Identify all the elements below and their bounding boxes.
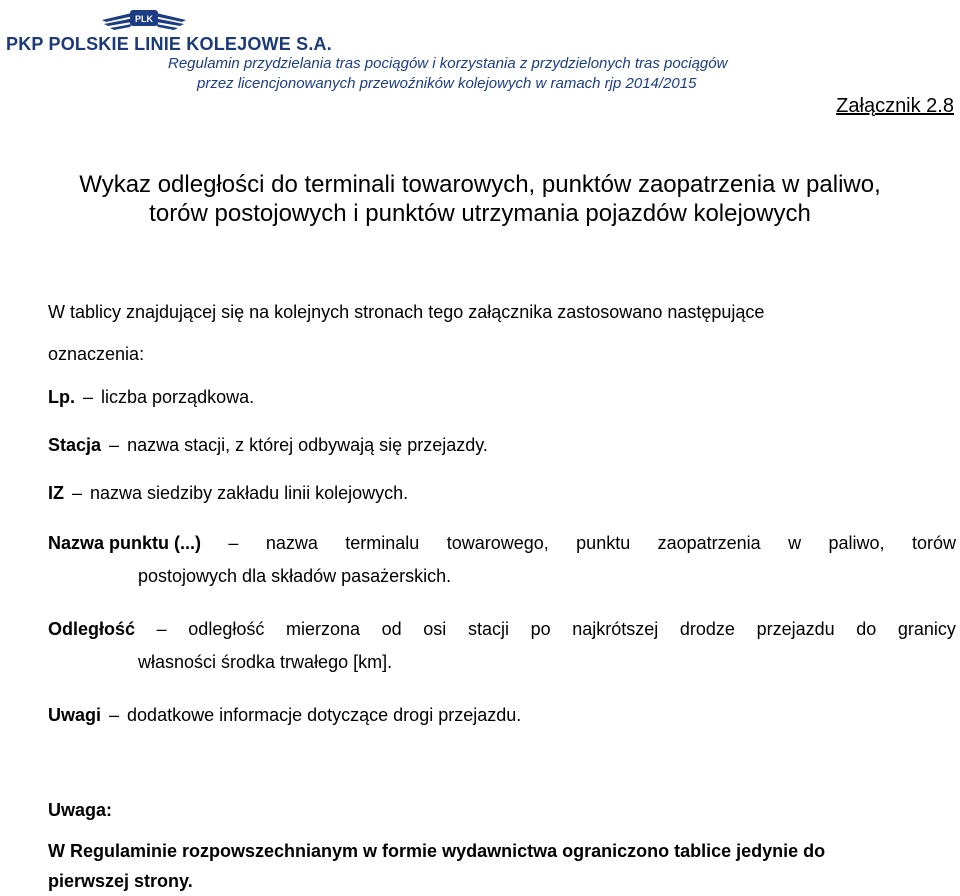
definition-word: drodze: [679, 619, 735, 639]
definition-continuation: postojowych dla składów pasażerskich.: [138, 566, 452, 586]
definition-text: dodatkowe informacje dotyczące drogi przejazdu.: [127, 705, 522, 725]
definition-word: od: [381, 619, 402, 639]
note-line2: pierwszej strony.: [48, 871, 193, 891]
definition-dash: –: [228, 533, 239, 553]
definition-word: terminalu: [345, 533, 420, 553]
definition-term: Stacja: [48, 435, 102, 455]
definition-word: mierzona: [285, 619, 361, 639]
definition-term: Nazwa punktu (...): [48, 533, 201, 553]
page-title-line1: Wykaz odległości do terminali towarowych, punktów zaopatrzenia w paliwo,: [79, 171, 881, 198]
note-body: [48, 836, 960, 896]
definition-dash: –: [156, 619, 167, 639]
definition-word: zaopatrzenia: [657, 533, 761, 553]
logo-text: PKP POLSKIE LINIE KOLEJOWE S.A.: [6, 34, 332, 54]
definition-word: przejazdu: [756, 619, 835, 639]
page-title-line2: torów postojowych i punktów utrzymania pojazdów kolejowych: [149, 200, 811, 227]
definition-text: nazwa siedziby zakładu linii kolejowych.: [90, 483, 409, 503]
emblem-badge-text: PLK: [135, 14, 153, 24]
regulation-title-line2: przez licencjonowanych przewoźników kolejowych w ramach rjp 2014/2015: [197, 75, 697, 92]
definition-dash: –: [109, 435, 120, 455]
definition-lp: [48, 384, 956, 411]
intro-paragraph: [48, 298, 908, 369]
definition-term: Odległość: [48, 619, 136, 639]
definition-word: do: [856, 619, 877, 639]
definition-dash: –: [83, 387, 94, 407]
intro-line1: W tablicy znajdującej się na kolejnych stronach tego załącznika zastosowano następujące: [48, 302, 765, 322]
regulation-title-line1: Regulamin przydzielania tras pociągów i korzystania z przydzielonych tras pociągów: [168, 55, 728, 72]
definition-nazwa-punktu: [48, 530, 956, 557]
definition-word: torów: [911, 533, 956, 553]
definition-word: w: [788, 533, 802, 553]
definition-word: paliwo,: [828, 533, 885, 553]
definition-text: liczba porządkowa.: [101, 387, 255, 407]
definition-stacja: [48, 432, 956, 459]
definition-word: osi: [423, 619, 447, 639]
definition-uwagi: [48, 702, 956, 729]
definition-word: nazwa: [265, 533, 318, 553]
definition-dash: –: [109, 705, 120, 725]
definition-word: towarowego,: [446, 533, 549, 553]
definition-iz: [48, 480, 956, 507]
definition-word: punktu: [576, 533, 631, 553]
company-logo: [6, 6, 332, 54]
definition-word: odległość: [188, 619, 265, 639]
definition-term: Uwagi: [48, 705, 102, 725]
definition-term: IZ: [48, 483, 64, 503]
definition-word: po: [530, 619, 551, 639]
definition-dash: –: [72, 483, 83, 503]
intro-line2: oznaczenia:: [48, 344, 145, 364]
definition-continuation: własności środka trwałego [km].: [138, 652, 393, 672]
definition-word: granicy: [897, 619, 956, 639]
definition-term: Lp.: [48, 387, 75, 407]
definition-word: stacji: [467, 619, 509, 639]
note-line1: W Regulaminie rozpowszechnianym w formie wydawnictwa ograniczono tablice jedynie do: [48, 841, 826, 861]
definition-odleglosc: [48, 616, 956, 643]
page-title: [0, 170, 960, 228]
definition-word: najkrótszej: [572, 619, 659, 639]
note-heading: Uwaga:: [48, 800, 113, 820]
plk-winged-emblem-icon: [6, 6, 286, 36]
definition-text: nazwa stacji, z której odbywają się przejazdy.: [127, 435, 488, 455]
annex-number: Załącznik 2.8: [836, 95, 954, 117]
